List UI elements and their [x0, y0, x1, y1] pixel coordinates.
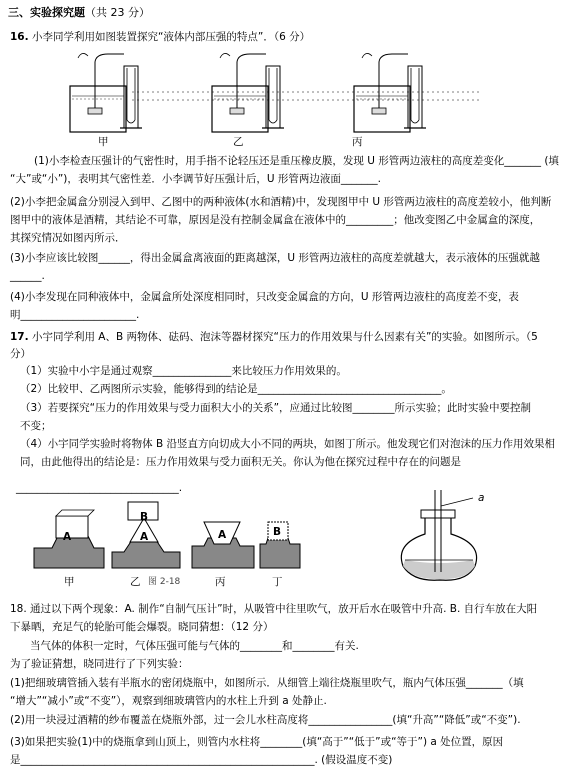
q17-p4-line1: （4）小宇同学实验时将物体 B 沿竖直方向切成大小不同的两块，如图丁所示。他发现它们对泡沫的压力作用效果相: [20, 438, 556, 450]
q16-p1-line1: (1)小李检查压强计的气密性时，用手指不论轻压还是重压橡皮膜，发现 U 形管两边液柱的高度差变化_______ (填: [34, 155, 559, 167]
q18-number: 18.: [10, 603, 27, 615]
q17-p2: （2）比较甲、乙两图所示实验，能够得到的结论是___________________________________。: [20, 383, 452, 395]
q17-label-jia: 甲: [64, 576, 75, 588]
q17-stem-text: 小宇同学利用 A、B 两物体、砝码、泡沫等器材探究“压力的作用效果与什么因素有关”的实验。如图所示。（5: [31, 331, 538, 343]
q16-p3-line1: (3)小李应该比较图______，得出金属盒离液面的距离越深，U 形管两边液柱的高度差就越大，表示液体的压强就越: [10, 252, 540, 264]
q17-label-ding: 丁: [272, 576, 283, 588]
q18-line9: 是________________________________________________________. (假设温度不变): [10, 754, 393, 766]
q18-line1-text: 通过以下两个现象：A. 制作“自制气压计”时，从吸管中往里吹气，放开后水在吸管中升高. B. 自行车放在大阳: [30, 603, 538, 615]
q18-line3: 当气体的体积一定时，气体压强可能与气体的________和________有关.: [30, 640, 359, 652]
q17-number: 17.: [10, 331, 29, 343]
q16-label-jia: 甲: [98, 136, 109, 148]
q17-p3-line1: （3）若要探究“压力的作用效果与受力面积大小的关系”，应通过比较图________所示实验；此时实验中要控制: [20, 402, 532, 414]
q17-stem: [10, 330, 538, 344]
q16-p2-line1: (2)小李把金属盒分别浸入到甲、乙图中的两种液体(水和酒精)中，发现图甲中 U 形管两边液柱的高度差较小，他判断: [10, 196, 552, 208]
block-a-jia: A: [63, 531, 72, 543]
q17-figure: [32, 496, 302, 576]
flask-label-a: a: [478, 492, 485, 504]
q16-label-bing: 丙: [352, 136, 363, 148]
q16-p1-line2: “大”或“小”)，表明其气密性差．小李调节好压强计后，U 形管两边液面_______.: [10, 173, 381, 185]
q17-p1: （1）实验中小宇是通过观察_______________来比较压力作用效果的。: [20, 365, 347, 377]
block-a-yi: A: [140, 531, 149, 543]
q18-line4: 为了验证猜想，晓同进行了下列实验：: [10, 658, 189, 670]
pressure-gauge-setup-1: [70, 53, 142, 132]
q18-line2: 下暴晒，充足气的轮胎可能会爆裂。晓同猜想：（12 分）: [10, 621, 274, 633]
section-score: （共 23 分）: [85, 6, 150, 19]
block-a-bing: A: [218, 529, 227, 541]
q16-p2-line3: 其探究情况如图丙所示．: [10, 232, 126, 244]
block-b-ding: B: [273, 526, 282, 538]
q18-line5: (1)把细玻璃管插入装有半瓶水的密闭烧瓶中，如图所示．从细管上端往烧瓶里吹气，瓶内气体压强_______（填: [10, 677, 524, 689]
q16-p3-line2: ______.: [10, 270, 45, 282]
q18-line8: (3)如果把实验(1)中的烧瓶拿到山顶上，则管内水柱将________(填“高于”“低于”或“等于”) a 处位置，原因: [10, 736, 504, 748]
pressure-gauge-setup-2: [212, 53, 284, 132]
q17-label-yi: 乙: [130, 576, 141, 588]
q16-p2-line2: 图甲中的液体是酒精，其结论不可靠，原因是没有控制金属盒在液体中的_________；他改变图乙中金属盒的深度，: [10, 214, 541, 226]
q16-p4-line2: 明______________________.: [10, 309, 140, 321]
q17-answer-line: _______________________________.: [16, 482, 183, 494]
section-title-text: 三、实验探究题: [8, 6, 85, 19]
flask-figure: [395, 486, 505, 582]
q18-line6: “增大”“减小”或“不变”），观察到细玻璃管内的水柱上升到 a 处静止.: [10, 695, 327, 707]
q17-fig-caption: 图 2-18: [148, 577, 181, 587]
q17-p4-line2: 同，由此他得出的结论是：压力作用效果与受力面积无关。你认为他在探究过程中存在的问题是: [20, 456, 461, 468]
q16-p4-line1: (4)小李发现在同种液体中，金属盒所处深度相同时，只改变金属盒的方向，U 形管两边液柱的高度差不变，表: [10, 291, 519, 303]
q18-line7: (2)用一块浸过酒精的纱布覆盖在烧瓶外部，过一会儿水柱高度将________________(填“升高”“降低”或“不变”).: [10, 714, 521, 726]
q16-number: 16.: [10, 31, 29, 43]
block-b-yi: B: [140, 511, 149, 523]
q17-stem-line2: 分）: [10, 348, 31, 360]
q17-label-bing: 丙: [215, 576, 226, 588]
section-title: [8, 6, 150, 20]
q16-stem: [10, 30, 310, 44]
q16-stem-text: 小李同学利用如图装置探究“液体内部压强的特点”．（6 分）: [31, 31, 311, 43]
q18-line1: [10, 602, 537, 616]
pressure-gauge-setup-3: [354, 53, 426, 132]
q16-label-yi: 乙: [233, 136, 244, 148]
q17-p3-line2: 不变；: [20, 420, 52, 432]
q16-figure: [60, 48, 510, 146]
